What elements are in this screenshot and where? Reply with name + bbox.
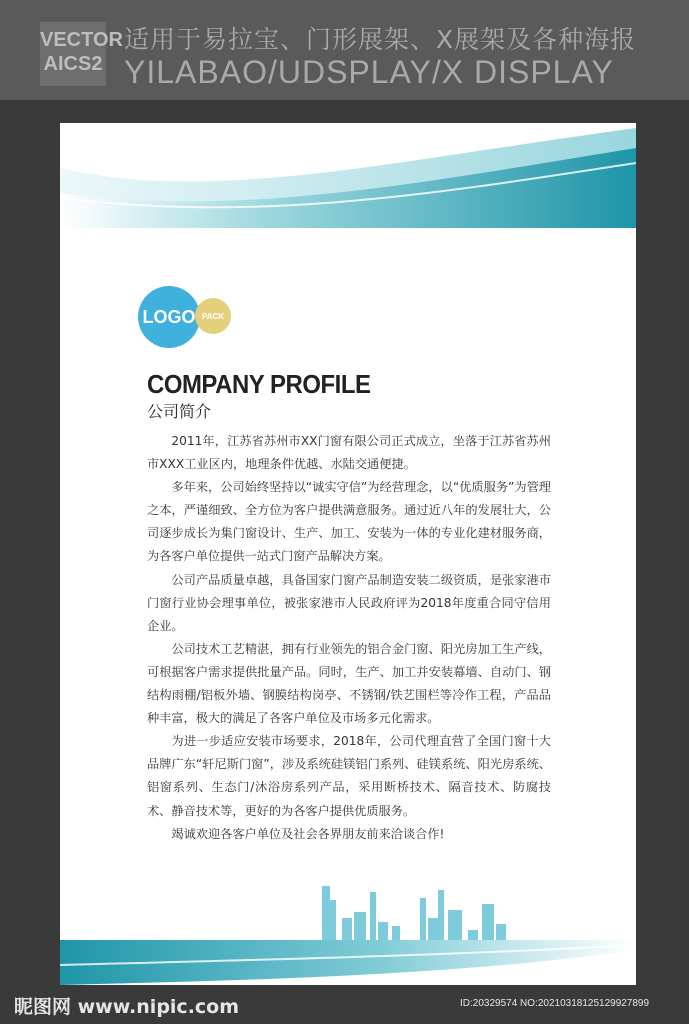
poster [60, 123, 636, 985]
bottom-wave-decoration [60, 935, 636, 985]
badge-line1: VECTOR [40, 29, 123, 51]
paragraph: 公司产品质量卓越，具备国家门窗产品制造安装二级资质，是张家港市门窗行业协会理事单位，被张家港市人民政府评为2018年度重合同守信用企业。 [147, 572, 551, 633]
company-profile-subheading: 公司简介 [147, 402, 212, 421]
banner-title: 适用于易拉宝、门形展架、X展架及各种海报 [124, 25, 637, 54]
watermark-site: 昵图网 www.nipic.com [14, 996, 240, 1018]
top-banner [0, 0, 689, 100]
vector-badge [40, 22, 123, 86]
logo-pack-circle: PACK [195, 298, 231, 334]
watermark-id: ID:20329574 NO:20210318125129927899 [460, 998, 650, 1009]
paragraph: 竭诚欢迎各客户单位及社会各界朋友前来洽谈合作! [171, 826, 445, 841]
paragraph: 多年来，公司始终坚持以“诚实守信”为经营理念，以“优质服务”为管理之本，严谨细致、全方位为客户提供满意服务。通过近八年的发展壮大，公司逐步成长为集门窗设计、生产、加工、安装为一体的专业化建材服务商，为各客户单位提供一站式门窗产品解决方案。 [147, 480, 551, 564]
company-profile-heading: COMPANY PROFILE [147, 369, 371, 399]
paragraph: 2011年，江苏省苏州市XX门窗有限公司正式成立，坐落于江苏省苏州市XXX工业区内，地理条件优越、水陆交通便捷。 [147, 434, 551, 472]
profile-body [147, 430, 551, 846]
banner-subtitle: YILABAO/UDSPLAY/X DISPLAY [124, 54, 614, 90]
paragraph: 为进一步适应安装市场要求，2018年，公司代理直营了全国门窗十大品牌广东“轩尼斯门窗”，涉及系统硅镁铝门系列、硅镁系统、阳光房系统、铝窗系列、生态门/沐浴房系列产品，采用断桥技术、隔音技术、防腐技术、静音技术等，更好的为各客户提供优质服务。 [147, 734, 551, 818]
top-wave-decoration [60, 123, 636, 233]
logo-circle: LOGO [138, 286, 200, 348]
badge-line2: AICS2 [43, 53, 103, 75]
paragraph: 公司技术工艺精湛，拥有行业领先的铝合金门窗、阳光房加工生产线，可根据客户需求提供批量产品。同时，生产、加工并安装幕墙、自动门、钢结构雨棚/铝板外墙、钢膜结构岗亭、不锈钢/铁艺围栏等冷作工程，产品品种丰富，极大的满足了各客户单位及市场多元化需求。 [147, 641, 551, 726]
